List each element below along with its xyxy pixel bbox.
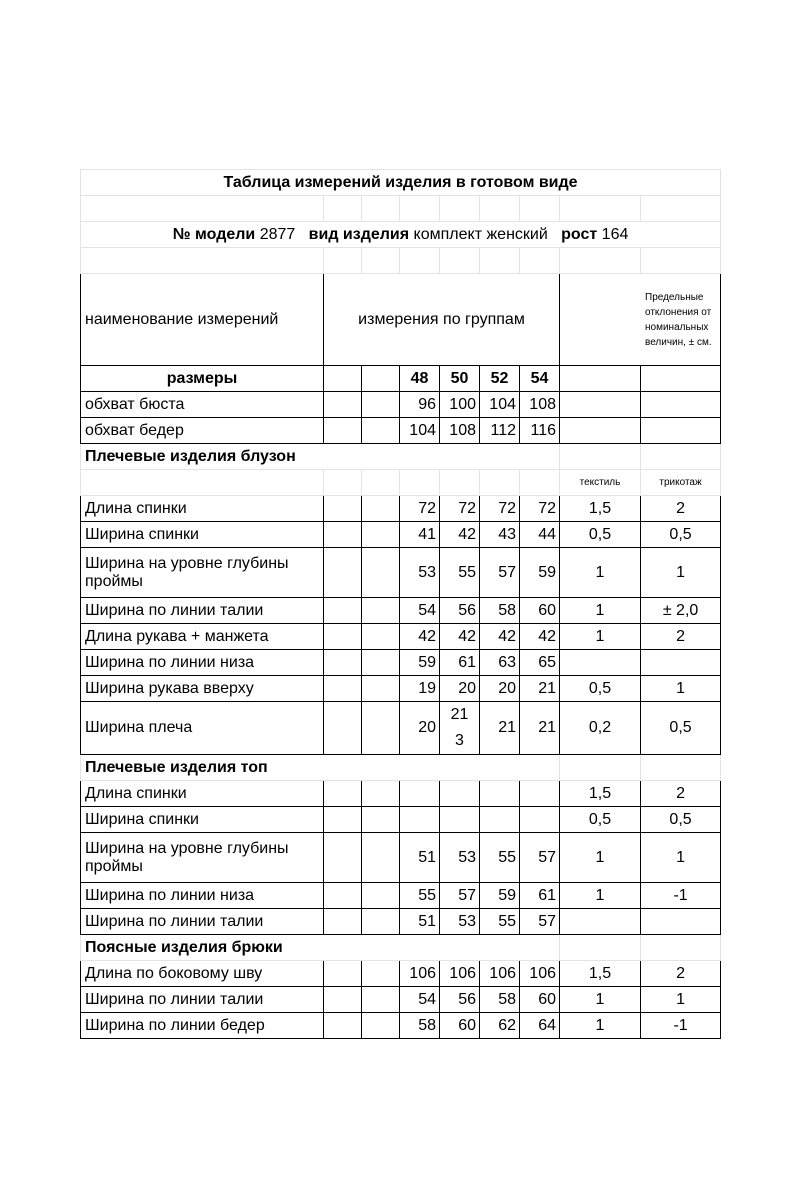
- measurement-value: 61: [440, 650, 480, 676]
- section-row: [81, 444, 721, 470]
- measurement-value: 104: [400, 418, 440, 444]
- size-header: 54: [520, 366, 560, 392]
- table-row: [81, 392, 721, 418]
- section-title: Поясные изделия брюки: [81, 935, 560, 961]
- tolerance-textile: 0,2: [560, 702, 641, 755]
- measurement-value: 112: [480, 418, 520, 444]
- tolerance-textile: 0,5: [560, 807, 641, 833]
- measurement-value: 54: [400, 598, 440, 624]
- tolerance-textile: [560, 909, 641, 935]
- measurement-value: 55: [480, 833, 520, 883]
- tolerance-knit: -1: [641, 883, 721, 909]
- measurement-value: 44: [520, 522, 560, 548]
- measurement-value: 42: [440, 624, 480, 650]
- measurement-value: 104: [480, 392, 520, 418]
- measurement-name: обхват бедер: [81, 418, 324, 444]
- measurement-name: Ширина по линии бедер: [81, 1013, 324, 1039]
- empty-cell: [362, 522, 400, 548]
- empty-cell: [560, 366, 641, 392]
- measurement-value: 55: [400, 883, 440, 909]
- tolerance-knit: 0,5: [641, 702, 721, 755]
- tolerance-knit: [641, 650, 721, 676]
- empty-cell: [324, 392, 362, 418]
- header-name: наименование измерений: [81, 274, 324, 366]
- measurement-value: 60: [520, 598, 560, 624]
- measurement-value: 60: [440, 1013, 480, 1039]
- table-row: [81, 961, 721, 987]
- empty-cell: [362, 833, 400, 883]
- empty-cell: [362, 883, 400, 909]
- measurement-name: Ширина по линии низа: [81, 883, 324, 909]
- empty-cell: [362, 676, 400, 702]
- empty-cell: [324, 883, 362, 909]
- measurement-value: 72: [520, 496, 560, 522]
- empty-cell: [324, 522, 362, 548]
- table-cell: [641, 444, 721, 470]
- tolerance-textile: 1: [560, 548, 641, 598]
- table-row: [81, 702, 721, 755]
- measurement-name: Ширина по линии талии: [81, 598, 324, 624]
- measurement-value: 96: [400, 392, 440, 418]
- measurement-name: Длина спинки: [81, 496, 324, 522]
- tolerance-textile: 1,5: [560, 496, 641, 522]
- measurement-value: 21: [520, 702, 560, 755]
- table-row: [81, 883, 721, 909]
- empty-cell: [324, 496, 362, 522]
- table-row: [81, 909, 721, 935]
- empty-cell: [324, 366, 362, 392]
- measurement-value: [520, 781, 560, 807]
- tolerance-textile: 0,5: [560, 676, 641, 702]
- tolerance-textile: 1: [560, 987, 641, 1013]
- empty-cell: [362, 548, 400, 598]
- empty-cell: [362, 961, 400, 987]
- measurement-value: 59: [400, 650, 440, 676]
- table-row: [81, 833, 721, 883]
- measurement-value: 108: [520, 392, 560, 418]
- measurement-name: Ширина плеча: [81, 702, 324, 755]
- empty-cell: [560, 418, 641, 444]
- measurement-name: Длина спинки: [81, 781, 324, 807]
- table-cell: [400, 470, 440, 496]
- tolerance-knit: 1: [641, 676, 721, 702]
- measurement-value: [400, 781, 440, 807]
- tolerance-textile: 1,5: [560, 961, 641, 987]
- measurement-value: 42: [400, 624, 440, 650]
- measurement-value: 42: [480, 624, 520, 650]
- size-header: 48: [400, 366, 440, 392]
- table-cell: [81, 470, 324, 496]
- tolerance-textile: 1,5: [560, 781, 641, 807]
- measurement-name: Ширина по линии талии: [81, 909, 324, 935]
- measurement-value: 51: [400, 909, 440, 935]
- empty-cell: [362, 909, 400, 935]
- table-row: [81, 624, 721, 650]
- measurement-value: 21: [520, 676, 560, 702]
- tolerance-knit: 2: [641, 781, 721, 807]
- type-value: комплект женский: [413, 225, 548, 243]
- measurement-value: 56: [440, 987, 480, 1013]
- measurement-value: 20: [440, 676, 480, 702]
- empty-cell: [362, 418, 400, 444]
- empty-cell: [324, 702, 362, 755]
- section-title: Плечевые изделия топ: [81, 755, 560, 781]
- header-groups: измерения по группам: [324, 274, 560, 366]
- height-value: 164: [601, 225, 629, 243]
- measurement-value: 59: [480, 883, 520, 909]
- empty-cell: [324, 961, 362, 987]
- empty-cell: [324, 909, 362, 935]
- empty-cell: [362, 702, 400, 755]
- empty-cell: [362, 781, 400, 807]
- model-label: № модели: [172, 225, 256, 243]
- measurement-value: 57: [520, 833, 560, 883]
- tolerance-textile: 1: [560, 598, 641, 624]
- empty-cell: [641, 418, 721, 444]
- measurement-value: 21: [480, 702, 520, 755]
- table-row: [81, 418, 721, 444]
- measurement-value: 57: [440, 883, 480, 909]
- empty-cell: [362, 598, 400, 624]
- measurement-value: 20: [480, 676, 520, 702]
- tolerance-textile: 1: [560, 883, 641, 909]
- measurement-value: 72: [440, 496, 480, 522]
- sizes-label: размеры: [81, 366, 324, 392]
- tolerance-textile: 0,5: [560, 522, 641, 548]
- measurement-value: 41: [400, 522, 440, 548]
- measurement-name: Длина рукава + манжета: [81, 624, 324, 650]
- table-row: [81, 548, 721, 598]
- empty-cell: [324, 624, 362, 650]
- section-row: [81, 935, 721, 961]
- empty-cell: [362, 366, 400, 392]
- measurement-name: Ширина спинки: [81, 522, 324, 548]
- empty-cell: [324, 548, 362, 598]
- measurement-value: 106: [440, 961, 480, 987]
- tolerance-knit: 1: [641, 987, 721, 1013]
- measurement-value: 53: [440, 833, 480, 883]
- measurement-value: [520, 807, 560, 833]
- table-row: [81, 807, 721, 833]
- type-label: вид изделия: [308, 225, 410, 243]
- measurement-value: 43: [480, 522, 520, 548]
- measurement-value: 58: [480, 987, 520, 1013]
- measurement-table: [80, 169, 721, 1039]
- empty-cell: [362, 650, 400, 676]
- table-cell: [324, 470, 362, 496]
- measurement-value: [480, 781, 520, 807]
- measurement-value: 65: [520, 650, 560, 676]
- measurement-value: 53: [440, 909, 480, 935]
- table-row: [81, 496, 721, 522]
- empty-cell: [324, 418, 362, 444]
- table-row: [81, 650, 721, 676]
- empty-cell: [324, 781, 362, 807]
- tolerance-knit: 1: [641, 548, 721, 598]
- table-row: [81, 522, 721, 548]
- measurement-name: Ширина спинки: [81, 807, 324, 833]
- measurement-value: 51: [400, 833, 440, 883]
- measurement-value: [400, 807, 440, 833]
- model-value: 2877: [259, 225, 296, 243]
- measurement-value: 62: [480, 1013, 520, 1039]
- table-cell: [560, 935, 641, 961]
- table-row: [81, 987, 721, 1013]
- measurement-value: 57: [480, 548, 520, 598]
- measurement-value: 108: [440, 418, 480, 444]
- measurement-value: 58: [400, 1013, 440, 1039]
- height-label: рост: [561, 225, 598, 243]
- empty-cell: [560, 392, 641, 418]
- tolerance-textile: 1: [560, 624, 641, 650]
- empty-cell: [362, 1013, 400, 1039]
- measurement-name: Ширина рукава вверху: [81, 676, 324, 702]
- header-tolerance: Предельные отклонения от номинальных величин, ± см.: [641, 274, 721, 366]
- measurement-name: Длина по боковому шву: [81, 961, 324, 987]
- measurement-value: 54: [400, 987, 440, 1013]
- measurement-value: 20: [400, 702, 440, 755]
- empty-cell: [641, 392, 721, 418]
- empty-cell: [324, 598, 362, 624]
- table-row: [81, 676, 721, 702]
- measurement-value: 19: [400, 676, 440, 702]
- table-cell: [480, 470, 520, 496]
- empty-cell: [641, 366, 721, 392]
- measurement-value: 100: [440, 392, 480, 418]
- table-row: [81, 781, 721, 807]
- measurement-value: 57: [520, 909, 560, 935]
- measurement-value: 72: [400, 496, 440, 522]
- tolerance-knit-header: трикотаж: [641, 470, 721, 496]
- measurement-value: 53: [400, 548, 440, 598]
- size-header: 52: [480, 366, 520, 392]
- tolerance-knit: 2: [641, 624, 721, 650]
- measurement-value: 72: [480, 496, 520, 522]
- table-cell: [560, 755, 641, 781]
- empty-cell: [324, 676, 362, 702]
- measurement-value: 58: [480, 598, 520, 624]
- measurement-value: 42: [440, 522, 480, 548]
- measurement-value: 61: [520, 883, 560, 909]
- tolerance-textile: 1: [560, 833, 641, 883]
- empty-cell: [362, 496, 400, 522]
- tolerance-knit: [641, 909, 721, 935]
- measurement-value: 106: [480, 961, 520, 987]
- measurement-value: 21 3: [440, 702, 480, 755]
- table-row: [81, 1013, 721, 1039]
- measurement-value: 56: [440, 598, 480, 624]
- empty-cell: [324, 1013, 362, 1039]
- size-header: 50: [440, 366, 480, 392]
- sizes-row: [81, 366, 721, 392]
- tolerance-knit: 2: [641, 496, 721, 522]
- measurement-name: Ширина на уровне глубины проймы: [81, 548, 324, 598]
- measurement-value: 55: [480, 909, 520, 935]
- measurement-name: Ширина по линии талии: [81, 987, 324, 1013]
- tolerance-knit: -1: [641, 1013, 721, 1039]
- table-cell: [641, 935, 721, 961]
- table-cell: [520, 470, 560, 496]
- measurement-value: 64: [520, 1013, 560, 1039]
- measurement-value: 63: [480, 650, 520, 676]
- tolerance-knit: 2: [641, 961, 721, 987]
- tolerance-knit: 0,5: [641, 807, 721, 833]
- tolerance-textile: [560, 650, 641, 676]
- measurement-value: 106: [520, 961, 560, 987]
- measurement-value: 55: [440, 548, 480, 598]
- empty-cell: [324, 833, 362, 883]
- model-info-line: [81, 222, 721, 248]
- table-cell: [641, 755, 721, 781]
- tolerance-knit: 1: [641, 833, 721, 883]
- empty-cell: [324, 650, 362, 676]
- section-title: Плечевые изделия блузон: [81, 444, 560, 470]
- empty-cell: [324, 987, 362, 1013]
- table-row: [81, 598, 721, 624]
- measurement-value: 116: [520, 418, 560, 444]
- empty-cell: [362, 624, 400, 650]
- measurement-value: 59: [520, 548, 560, 598]
- tolerance-textile-header: текстиль: [560, 470, 641, 496]
- table-cell: [362, 470, 400, 496]
- measurement-name: Ширина по линии низа: [81, 650, 324, 676]
- measurement-value: 60: [520, 987, 560, 1013]
- table-title: Таблица измерений изделия в готовом виде: [81, 170, 721, 196]
- tolerance-knit: ± 2,0: [641, 598, 721, 624]
- measurement-name: Ширина на уровне глубины проймы: [81, 833, 324, 883]
- measurement-value: [480, 807, 520, 833]
- empty-cell: [362, 987, 400, 1013]
- measurement-value: [440, 807, 480, 833]
- tolerance-textile: 1: [560, 1013, 641, 1039]
- tolerance-header-row: [81, 470, 721, 496]
- empty-cell: [324, 807, 362, 833]
- measurement-value: [440, 781, 480, 807]
- measurement-name: обхват бюста: [81, 392, 324, 418]
- table-cell: [560, 444, 641, 470]
- measurement-value: 106: [400, 961, 440, 987]
- table-cell: [440, 470, 480, 496]
- measurement-value: 42: [520, 624, 560, 650]
- empty-cell: [362, 807, 400, 833]
- empty-cell: [362, 392, 400, 418]
- tolerance-knit: 0,5: [641, 522, 721, 548]
- section-row: [81, 755, 721, 781]
